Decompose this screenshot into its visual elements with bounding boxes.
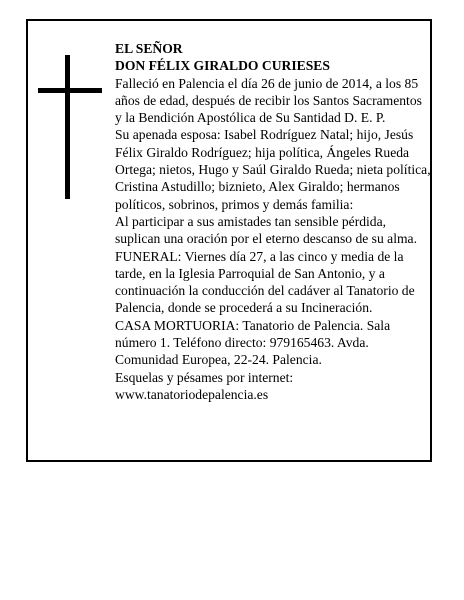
request-paragraph: Al participar a sus amistades tan sensible pérdida, suplican una oración por el eterno descanso de su alma. (115, 213, 417, 247)
mortuary-paragraph: CASA MORTUORIA: Tanatorio de Palencia. Sala número 1. Teléfono directo: 979165463. Avda. Comunidad Europea, 22-24. Palencia. (115, 317, 391, 368)
family-paragraph: Su apenada esposa: Isabel Rodríguez Natal; hijo, Jesús Félix Giraldo Rodríguez; hija política, Ángeles Rueda Ortega; nietos, Hugo y Saúl Giraldo Rueda; nieta política, Cristina Astudillo; biznieto, Alex Giraldo; hermanos políticos, sobrinos, primos y demás familia: (115, 127, 431, 212)
cross-icon (38, 55, 102, 199)
condolences-label: Esquelas y pésames por internet: (115, 369, 294, 385)
notice-text (115, 40, 431, 403)
deceased-name: DON FÉLIX GIRALDO CURIESES (115, 58, 330, 74)
condolences-link[interactable]: www.tanatoriodepalencia.es (115, 386, 269, 402)
cross-vertical-bar (65, 55, 70, 199)
notice-title-line1: EL SEÑOR (115, 41, 183, 56)
funeral-paragraph: FUNERAL: Viernes día 27, a las cinco y media de la tarde, en la Iglesia Parroquial de San Antonio, y a continuación la conducción del cadáver al Tanatorio de Palencia, donde se procederá a su Incineración. (115, 248, 415, 316)
obituary-notice (26, 19, 432, 462)
cross-horizontal-bar (38, 88, 102, 93)
death-paragraph: Falleció en Palencia el día 26 de junio de 2014, a los 85 años de edad, después de recibir los Santos Sacramentos y la Bendición Apostólica de Su Santidad D. E. P. (115, 75, 422, 126)
